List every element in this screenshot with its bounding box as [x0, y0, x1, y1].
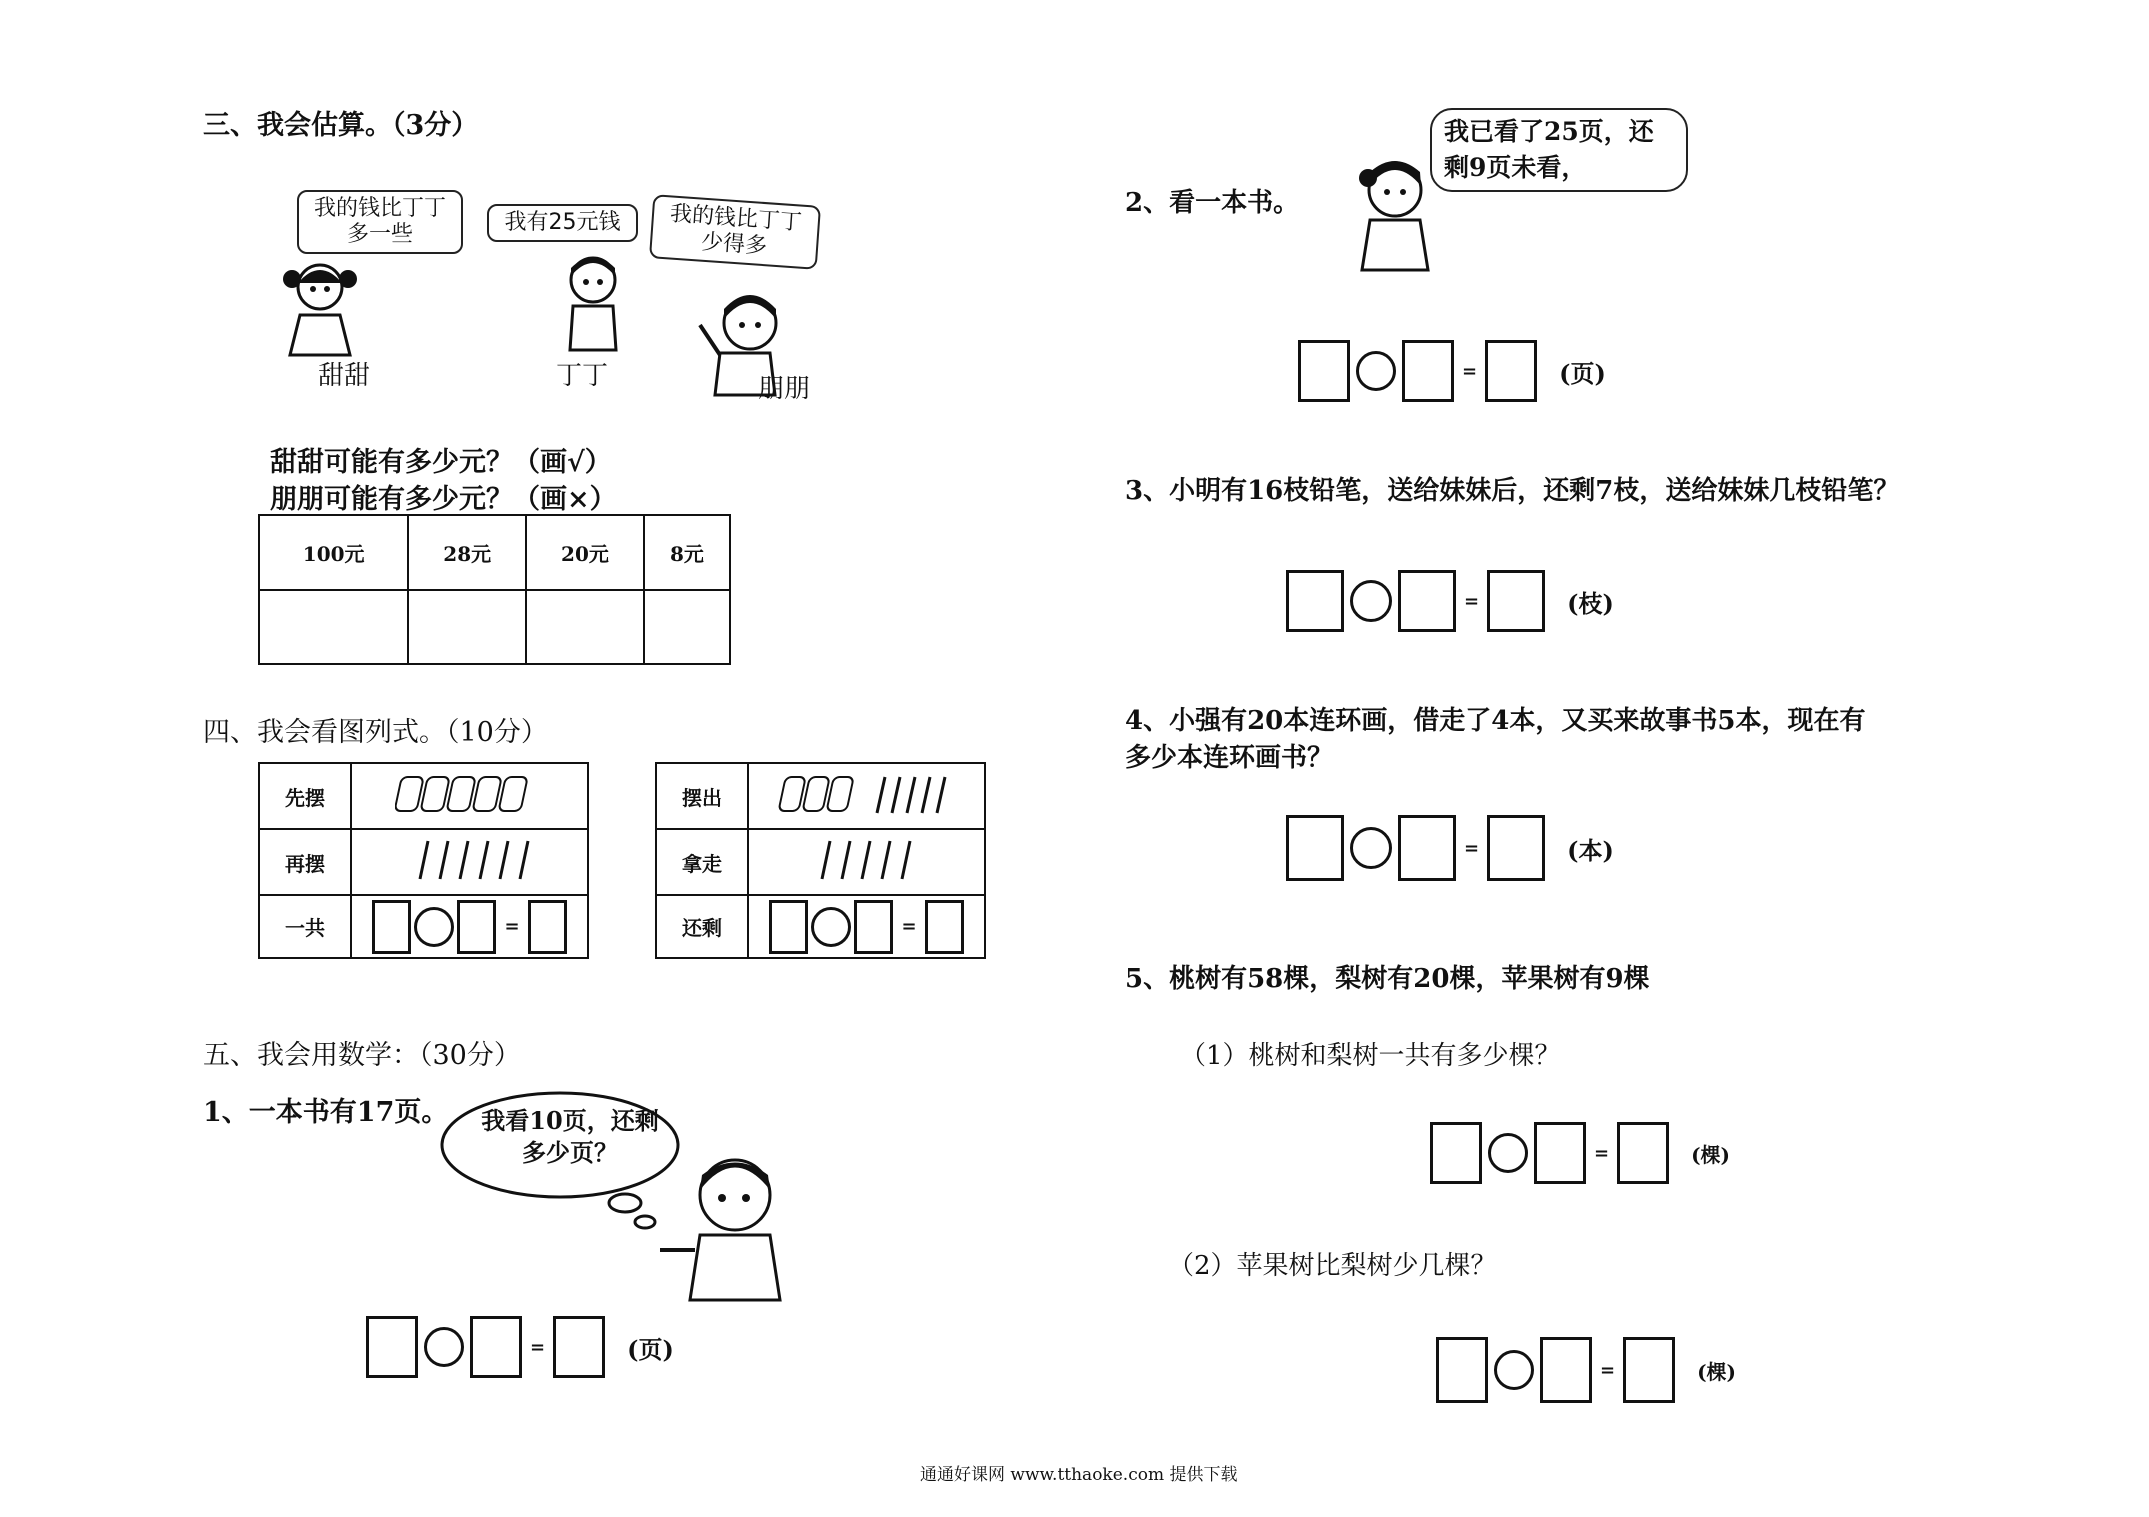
footer-text: 通通好课网 www.tthaoke.com 提供下载	[920, 1465, 1238, 1485]
answer-box[interactable]	[1398, 570, 1456, 632]
problem-1-text: 1、一本书有17页。	[203, 1097, 449, 1128]
equation-problem-2	[1298, 340, 1606, 402]
operator-circle[interactable]	[1488, 1133, 1528, 1173]
section-4-title: 四、我会看图列式。（10分）	[203, 717, 548, 748]
unit-label: (页)	[1559, 358, 1606, 388]
answer-cell[interactable]	[644, 590, 730, 664]
girl-tiantian-figure	[270, 255, 380, 365]
answer-box[interactable]	[1402, 340, 1454, 402]
answer-box[interactable]	[1623, 1337, 1675, 1403]
equation-problem-5-2	[1436, 1337, 1736, 1403]
problem-5-sub-2: （2）苹果树比梨树少几棵？	[1168, 1251, 1497, 1281]
option-20: 20元	[526, 515, 644, 590]
row-label: 拿走	[656, 829, 748, 895]
equals-sign: =	[1462, 360, 1478, 382]
question-tiantian: 甜甜可能有多少元？（画√）	[270, 447, 612, 478]
operator-circle[interactable]	[1494, 1350, 1534, 1390]
stick-bundles-and-sticks-icon	[777, 771, 957, 817]
answer-box[interactable]	[769, 900, 808, 954]
question-pengpeng: 朋朋可能有多少元？（画×）	[270, 484, 617, 515]
boy-dingding-figure	[548, 250, 638, 360]
speech-bubble-pengpeng: 我的钱比丁丁少得多	[649, 194, 821, 270]
equation-problem-5-1	[1430, 1122, 1730, 1184]
operator-circle[interactable]	[1356, 351, 1396, 391]
answer-box[interactable]	[1617, 1122, 1669, 1184]
answer-box[interactable]	[1298, 340, 1350, 402]
answer-box[interactable]	[553, 1316, 605, 1378]
answer-box[interactable]	[854, 900, 893, 954]
speech-bubble-dingding: 我有25元钱	[487, 204, 638, 242]
answer-box[interactable]	[457, 900, 496, 954]
equation-problem-4	[1286, 815, 1614, 881]
equals-sign: =	[901, 916, 917, 937]
name-pengpeng: 朋朋	[758, 374, 811, 404]
stick-bundles-icon	[395, 771, 545, 817]
equals-sign: =	[1594, 1142, 1610, 1164]
unit-label: (枝)	[1567, 588, 1614, 618]
equation-problem-1	[366, 1316, 674, 1378]
speech-bubble-tiantian: 我的钱比丁丁多一些	[297, 190, 463, 254]
operator-circle[interactable]	[414, 907, 454, 947]
row-label: 先摆	[259, 763, 351, 829]
sticks-shown-cell	[748, 763, 985, 829]
unit-label: (页)	[627, 1334, 674, 1364]
equals-sign: =	[1464, 590, 1480, 612]
answer-cell[interactable]	[259, 590, 408, 664]
operator-circle[interactable]	[1350, 827, 1392, 869]
problem-4-line-2: 多少本连环画书？	[1125, 743, 1334, 773]
equals-sign: =	[1600, 1359, 1616, 1381]
answer-box[interactable]	[1398, 815, 1456, 881]
boy-reading-figure	[650, 1140, 790, 1310]
answer-box[interactable]	[925, 900, 964, 954]
sticks-taken-cell	[748, 829, 985, 895]
problem-3-text: 3、小明有16枝铅笔，送给妹妹后，还剩7枝，送给妹妹几枝铅笔？	[1125, 476, 1900, 506]
operator-circle[interactable]	[424, 1327, 464, 1367]
answer-box[interactable]	[1430, 1122, 1482, 1184]
section-3-title: 三、我会估算。（3分）	[203, 110, 479, 141]
equation-cell	[351, 895, 588, 958]
option-100: 100元	[259, 515, 408, 590]
row-label: 一共	[259, 895, 351, 958]
problem-4-line-1: 4、小强有20本连环画，借走了4本，又买来故事书5本，现在有	[1125, 706, 1866, 736]
unit-label: (本)	[1567, 835, 1614, 865]
problem-5-sub-1: （1）桃树和梨树一共有多少棵？	[1180, 1041, 1561, 1071]
answer-box[interactable]	[528, 900, 567, 954]
answer-box[interactable]	[372, 900, 411, 954]
equation-cell	[748, 895, 985, 958]
equals-sign: =	[530, 1336, 546, 1358]
operator-circle[interactable]	[1350, 580, 1392, 622]
single-sticks-icon	[807, 837, 927, 883]
speech-bubble-problem-2: 我已看了25页，还剩9页未看，	[1430, 108, 1688, 192]
answer-box[interactable]	[1286, 815, 1344, 881]
single-sticks-icon	[400, 837, 540, 883]
row-label: 还剩	[656, 895, 748, 958]
answer-cell[interactable]	[526, 590, 644, 664]
option-8: 8元	[644, 515, 730, 590]
stick-table-subtract	[655, 762, 986, 959]
answer-box[interactable]	[1436, 1337, 1488, 1403]
estimate-options-table	[258, 514, 731, 665]
name-dingding: 丁丁	[556, 361, 609, 391]
problem-5-text: 5、桃树有58棵，梨树有20棵，苹果树有9棵	[1125, 964, 1650, 994]
equation-problem-3	[1286, 570, 1614, 632]
answer-box[interactable]	[470, 1316, 522, 1378]
equals-sign: =	[1464, 837, 1480, 859]
option-28: 28元	[408, 515, 526, 590]
unit-label: (棵)	[1697, 1359, 1737, 1384]
unit-label: (棵)	[1691, 1142, 1731, 1167]
operator-circle[interactable]	[811, 907, 851, 947]
answer-cell[interactable]	[408, 590, 526, 664]
row-label: 再摆	[259, 829, 351, 895]
answer-box[interactable]	[1286, 570, 1344, 632]
answer-box[interactable]	[1485, 340, 1537, 402]
stick-bundles-cell	[351, 763, 588, 829]
equals-sign: =	[504, 916, 520, 937]
section-5-title: 五、我会用数学：（30分）	[203, 1040, 521, 1071]
answer-box[interactable]	[1540, 1337, 1592, 1403]
thought-bubble-text: 我看10页，还剩多少页？	[481, 1106, 659, 1167]
answer-box[interactable]	[1534, 1122, 1586, 1184]
stick-table-add	[258, 762, 589, 959]
name-tiantian: 甜甜	[318, 361, 371, 391]
answer-box[interactable]	[1487, 570, 1545, 632]
answer-box[interactable]	[1487, 815, 1545, 881]
problem-2-text: 2、看一本书。	[1125, 188, 1300, 218]
row-label: 摆出	[656, 763, 748, 829]
answer-box[interactable]	[366, 1316, 418, 1378]
single-sticks-cell	[351, 829, 588, 895]
